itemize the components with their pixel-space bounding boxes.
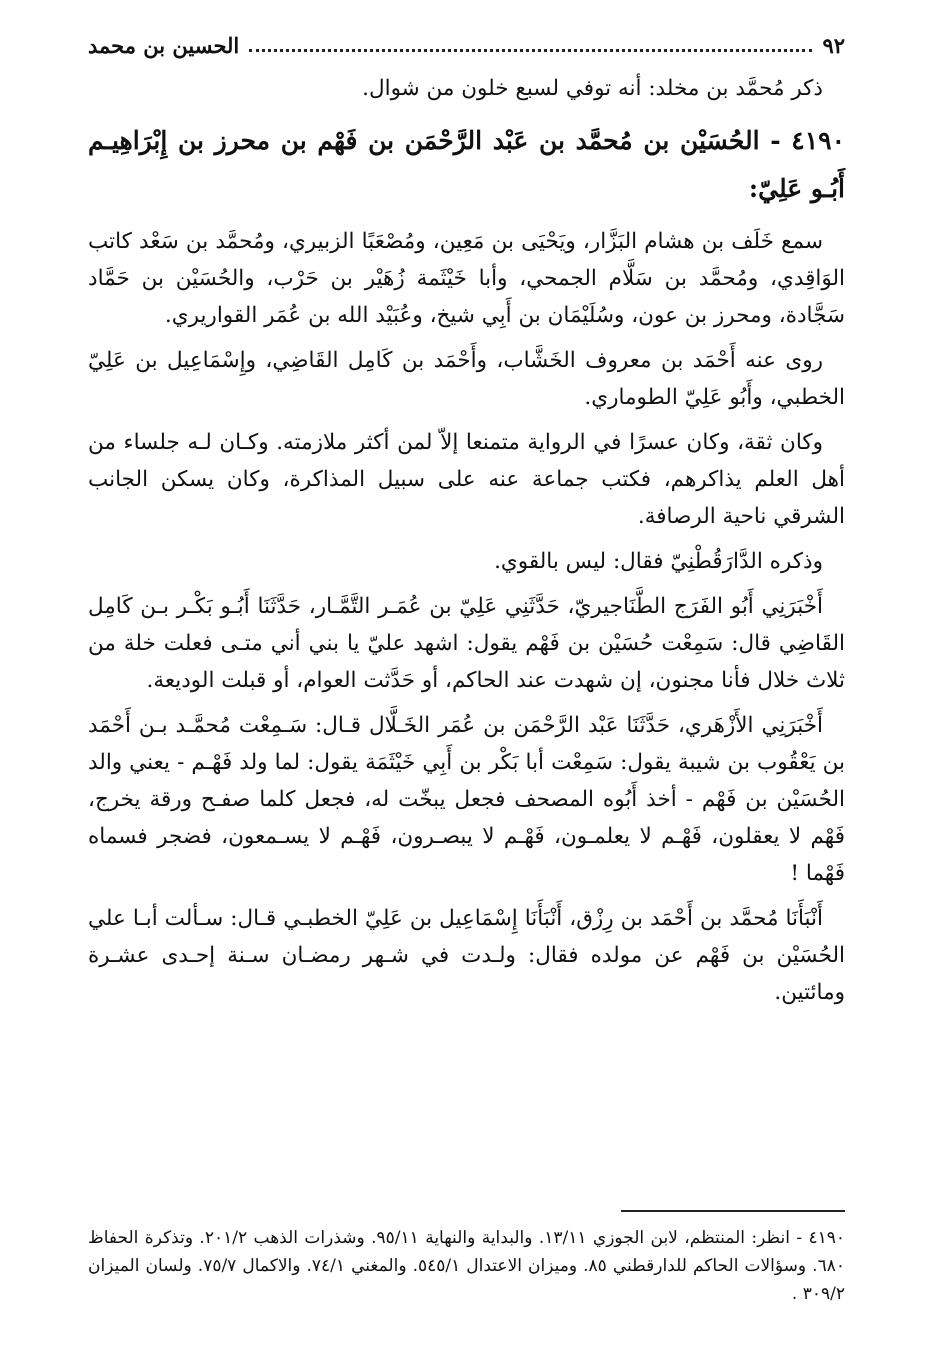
footnotes [88, 1224, 845, 1308]
paragraph-birth: أَنْبَأَنَا مُحمَّد بن أَحْمَد بن رِزْق، أَنْبَأَنَا إِسْمَاعِيل بن عَلِيّ الخطبـي قـال: سـألت أبـا علي الحُسَيْن بن فَهْم عن مولده فقال: ولـدت في شـهر رمضـان سـنة إحـدى عشـرة ومائتين. [88, 906, 845, 1005]
running-title: الحسين بن محمد [88, 32, 240, 58]
paragraph-teachers: سمع خَلَف بن هشام البَزَّار، ويَحْيَى بن مَعِين، ومُصْعَبًا الزبيري، ومُحمَّد بن سَعْد كاتب الوَاقِدي، ومُحمَّد بن سَلَّام الجمحي، وأبا خَيْثَمة زُهَيْر بن حَرْب، والحُسَيْن بن حَمَّاد سَجَّادة، ومحرز بن عون، وسُلَيْمَان بن أَبِي شيخ، وعُبَيْد الله بن عُمَر القواريري. [88, 229, 845, 328]
paragraph-narration-1: أَخْبَرَنِي أَبُو الفَرَج الطَّنَاجيريّ، حَدَّثَنِي عَلِيّ بن عُمَـر التَّمَّـار، حَدَّثَنَا أَبُـو بَكْـر بـن كَامِل القَاضِي قال: سَمِعْت حُسَيْن بن فَهْم يقول: اشهد عليّ يا بني أني متـى فعلت خلة من ثلاث خلال فأنا مجنون، إن شهدت عند الحاكم، أو حَدَّثت العوام، أو قبلت الوديعة. [88, 594, 845, 693]
paragraph-death-note: ذكر مُحمَّد بن مخلد: أنه توفي لسبع خلون من شوال. [362, 76, 823, 101]
paragraph-daraqutni: وذكره الدَّارَقُطْنِيّ فقال: ليس بالقوي. [494, 549, 823, 574]
dotted-leader [249, 39, 812, 52]
footnote-text: ٤١٩٠ - انظر: المنتظم، لابن الجوزي ١٣/١١. والبداية والنهاية ٩٥/١١. وشذرات الذهب ٢٠١/٢. وتذكرة الحفاظ ٦٨٠. وسؤالات الحاكم للدارقطني ٨٥. وميزان الاعتدال ٥٤٥/١. والمغني ٧٤/١. والاكمال ٧٥/٧. ولسان الميزان ٣٠٩/٢ . [88, 1228, 845, 1304]
paragraph-narration-2: أَخْبَرَنِي الأَزْهَري، حَدَّثَنَا عَبْد الرَّحْمَن بن عُمَر الخَـلَّال قـال: سَـمِعْت مُحمَّـد بـن أَحْمَد بن يَعْقُوب بن شيبة يقول: سَمِعْت أبا بَكْر بن أَبِي خَيْثَمَة يقول: لما ولد فَهْـم - يعني والد الحُسَيْن بن فَهْم - أخذ أَبُوه المصحف فجعل يبخّت له، فجعل كلما صفـح ورقة يخرج، فَهْم لا يعقلون، فَهْـم لا يعلمـون، فَهْـم لا يبصـرون، فَهْـم لا يسـمعون، فضجر فسماه فَهْما ! [88, 713, 845, 886]
footnote-divider [621, 1210, 845, 1212]
paragraph-students: روى عنه أَحْمَد بن معروف الخَشَّاب، وأَحْمَد بن كَامِل القَاضِي، وإِسْمَاعِيل بن عَلِيّ الخطبي، وأَبُو عَلِيّ الطوماري. [88, 348, 845, 410]
entry-heading: ٤١٩٠ - الحُسَيْن بن مُحمَّد بن عَبْد الرَّحْمَن بن فَهْم بن محرز بن إِبْرَاهِيـم أَبُـو عَلِيّ: [88, 126, 845, 203]
page-header [88, 28, 845, 62]
paragraph-reliability: وكان ثقة، وكان عسرًا في الرواية متمنعا إلاّ لمن أكثر ملازمته. وكـان لـه جلساء من أهل العلم يذاكرهم، فكتب جماعة عنه على سبيل المذاكرة، وكان يسكن الجانب الشرقي ناحية الرصافة. [88, 430, 845, 529]
page-number: ٩٢ [822, 32, 845, 58]
main-text [88, 70, 845, 1019]
